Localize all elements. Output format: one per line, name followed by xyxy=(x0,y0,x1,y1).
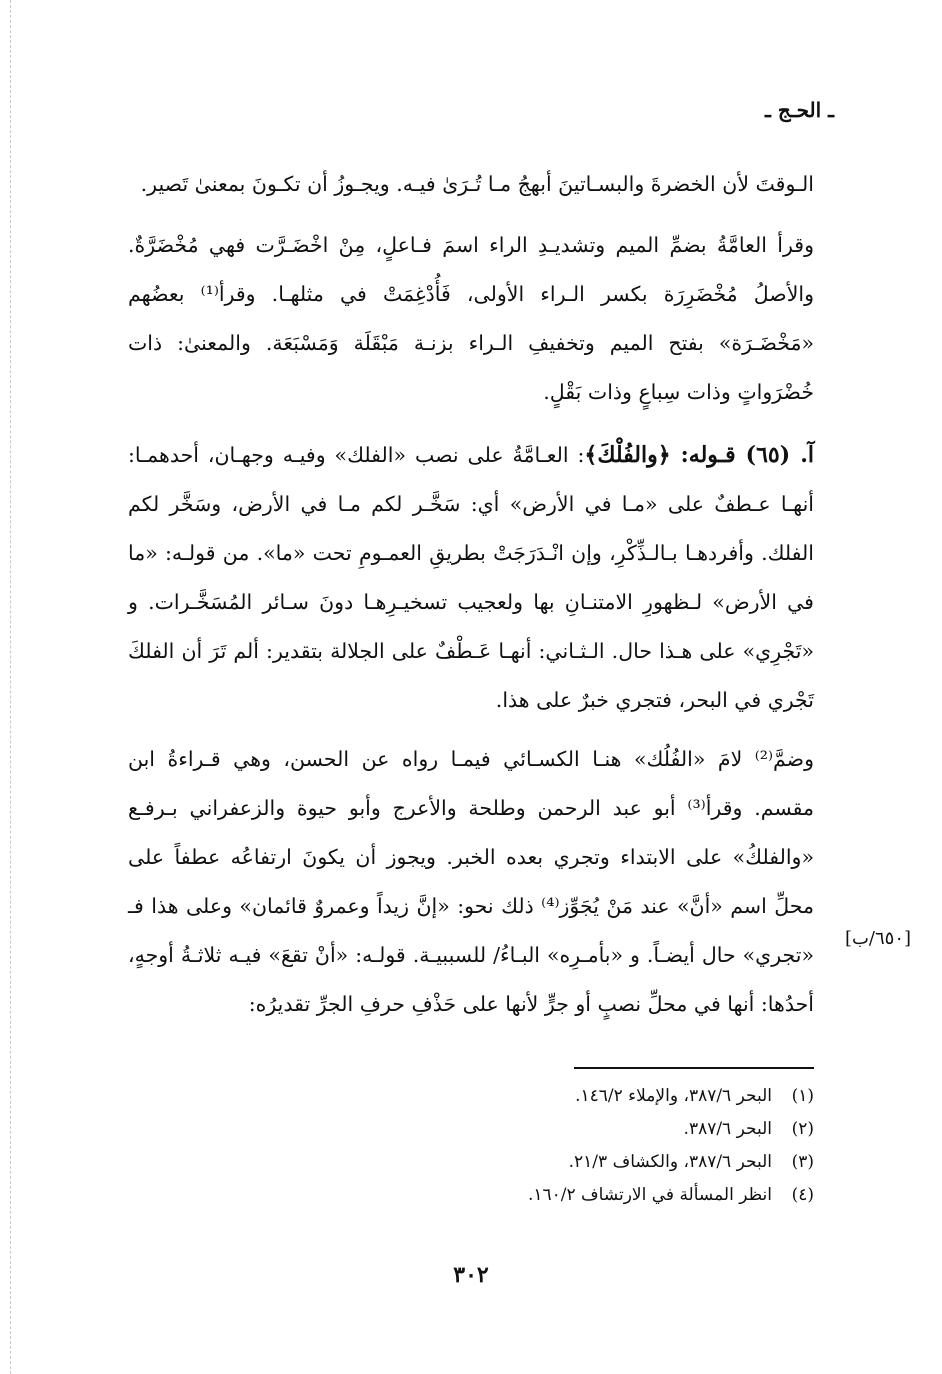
main-text xyxy=(128,160,814,1035)
footnote-item xyxy=(128,1146,814,1179)
paragraph-3 xyxy=(128,431,814,725)
paragraph-3-text: : العـامَّةُ على نصب «الفلك» وفيـه وجهـان، أحدهمـا: أنهـا عـطفٌ على «مـا في الأرض» أي: سَخَّـر لكم مـا في الأرض، وسَخَّر لكم الفلك. وأفردهـا بـالـذِّكْرِ، وإن انْـدَرَجَتْ بطريقِ العمـومِ تحت «ما». من قولـه: «ما في الأرض» لـظهورِ الامتنـانِ بها ولعجيب تسخيـرِهـا دونَ سـائر المُسَخَّـرات. و «تَجْرِي» على هـذا حال. الـثـاني: أنهـا عَـطْفٌ على الجلالة بتقدير: ألم تَرَ أن الفلكَ تَجْري في البحر، فتجري خبرٌ على هذا. xyxy=(128,443,814,712)
footnote-item xyxy=(128,1080,814,1113)
footnote-text: انظر المسألة في الارتشاف ١٦٠/٢. xyxy=(527,1185,772,1205)
page-number: ٣٠٢ xyxy=(453,1262,489,1288)
footnote-item xyxy=(128,1179,814,1212)
footnotes xyxy=(128,1080,814,1212)
footnote-number: (٢) xyxy=(791,1119,814,1139)
footnote-item xyxy=(128,1113,814,1146)
footnote-number: (١) xyxy=(791,1086,814,1106)
footnote-text: البحر ٣٨٧/٦، والكشاف ٢١/٣. xyxy=(568,1152,772,1172)
footnote-text: البحر ٣٨٧/٦، والإملاء ١٤٦/٢. xyxy=(575,1086,772,1106)
paragraph-4-text: وضمَّ⁽²⁾ لامَ «الفُلُك» هنـا الكسـائي فيمـا رواه عن الحسن، وهي قـراءةُ ابن مقسم. وقرأ⁽³⁾ أبو عبد الرحمن وطلحة والأعرج وأبو حيوة والزعفراني بـرفـع «والفلكُ» على الابتداء وتجري بعده الخبر. ويجوز أن يكونَ ارتفاعُه عطفاً على محلِّ اسم «أنَّ» عند مَنْ يُجَوِّز⁽⁴⁾ ذلك نحو: «إنَّ زيداً وعمروٌ قائمان» وعلى هذا فـ «تجري» حال أيضـاً. و «بأمـرِه» البـاءُ/ للسببيـة. قولـه: «أنْ تقعَ» فيـه ثلاثـةُ أوجهٍ، أحدُها: أنها في محلِّ نصبٍ أو جرٍّ لأنها على حَذْفِ حرفِ الجرِّ تقديرُه: xyxy=(128,747,814,1016)
footnote-divider xyxy=(574,1067,814,1069)
footnote-number: (٤) xyxy=(791,1185,814,1205)
paragraph-4 xyxy=(128,735,814,1029)
running-head: ـ الحـج ـ xyxy=(765,98,834,122)
manuscript-folio-note: [٦٥٠/ب] xyxy=(844,928,912,949)
paragraph-2-text: وقرأ العامَّةُ بضمِّ الميم وتشديـدِ الراء اسمَ فـاعلٍ، مِنْ اخْضَـرَّت فهي مُخْضَرَّةٌ. والأصلُ مُخْضَرِرَة بكسر الـراء الأولى، فَأُدْغِمَتْ في مثلهـا. وقرأ⁽¹⁾ بعضُهم «مَخْضَـرَة» بفتح الميم وتخفيفِ الـراء بزنـة مَبْقَلَة وَمَسْبَعَة. والمعنىٰ: ذات خُضْرَواتٍ وذات سِباعٍ وذات بَقْلٍ. xyxy=(128,233,814,404)
scan-edge-line xyxy=(10,0,11,1374)
paragraph-1-text: الـوقتَ لأن الخضرةَ والبسـاتينَ أبهجُ مـا تُـرَىٰ فيـه. ويجـوزُ أن تكـونَ بمعنىٰ تَصير. xyxy=(140,172,814,196)
paragraph-1 xyxy=(128,160,814,209)
paragraph-2 xyxy=(128,221,814,417)
footnote-number: (٣) xyxy=(791,1152,814,1172)
verse-heading: آ. (٦٥) قـوله: ﴿والفُلْكَ﴾ xyxy=(584,442,815,468)
footnote-text: البحر ٣٨٧/٦. xyxy=(683,1119,772,1139)
